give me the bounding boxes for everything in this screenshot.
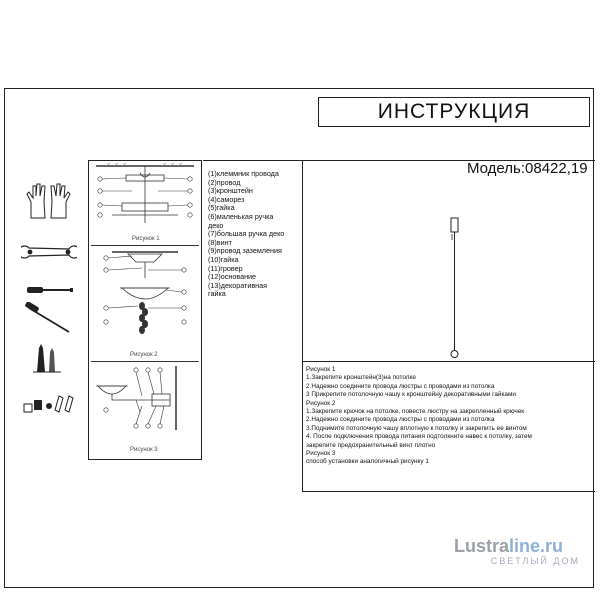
part-item: (4)саморез <box>208 194 245 204</box>
part-item: деко <box>208 220 224 230</box>
step-line: 2.Надежно соедините провода люстры с проводами из потолка <box>306 382 495 390</box>
logo-text-a: Lustra <box>454 536 510 556</box>
installation-steps <box>306 366 591 467</box>
figure-3-label: Рисунок 3 <box>130 447 158 453</box>
figure-1-label: Рисунок 1 <box>132 236 160 242</box>
page-title: ИНСТРУКЦИЯ <box>318 97 590 127</box>
step-line: 1.Закрепите крючок на потолке, повесте люстру на закрепленный крючек <box>306 408 525 416</box>
product-drawing <box>440 214 470 360</box>
model-number: Модель:08422,19 <box>467 160 588 177</box>
part-item: (1)клеммник провода <box>208 169 279 178</box>
figure-2-drawing <box>92 248 198 350</box>
gloves-icon <box>21 180 77 220</box>
part-item: (7)большая ручка деко <box>208 229 285 239</box>
step-line: закрепите предохранительный винт плотно <box>306 441 436 449</box>
part-item: (6)маленькая ручка <box>208 211 274 221</box>
figure-1-drawing <box>92 163 198 241</box>
part-item: (2)провод <box>208 177 241 187</box>
logo-tagline: СВЕТЛЫЙ ДОМ <box>490 556 580 566</box>
part-item: (12)основание <box>208 272 257 282</box>
figure-2-label: Рисунок 2 <box>130 352 158 358</box>
step-line: способ установки аналогичный рисунку 1 <box>306 458 429 466</box>
part-item: (9)провод заземления <box>208 246 282 256</box>
logo-text-b: line.ru <box>509 536 564 556</box>
figure-divider-1 <box>91 245 199 246</box>
figure-divider-2 <box>91 361 199 362</box>
tools-column <box>21 160 77 460</box>
step-line: Рисунок 2 <box>306 399 336 407</box>
step-line: 4. После подключения провода питания подтолкните навес к потолку, затем <box>306 433 532 441</box>
part-item: (10)гайка <box>208 254 239 264</box>
divider-steps <box>302 361 595 362</box>
part-item: (11)гровер <box>208 263 243 273</box>
step-line: 2.Надежно соедините провода люстры с проводами из потолка <box>306 416 495 424</box>
step-line: Рисунок 3 <box>306 450 336 458</box>
connectors-icon <box>21 386 77 426</box>
divider-top <box>203 160 595 161</box>
part-item: (5)гайка <box>208 203 235 213</box>
part-item: (3)кронштейн <box>208 186 253 196</box>
anchor-screw-icon <box>21 338 77 378</box>
screwdriver-cross-icon <box>21 302 77 342</box>
wrench-icon <box>21 232 77 272</box>
part-item: (13)декоративная <box>208 280 268 290</box>
part-item: гайка <box>208 289 226 299</box>
lustraline-logo <box>454 536 584 576</box>
figure-3-drawing <box>92 364 198 444</box>
step-line: Рисунок 1 <box>306 366 336 373</box>
part-item: (8)винт <box>208 237 232 247</box>
step-line: 3 Прикрепите потолочную чашу к кронштейну декоративными гайками <box>306 391 516 399</box>
step-line: 3.Поднимите потолочную чашу вплотную к потолку и закрепить ее винтом <box>306 424 527 432</box>
divider-bottom <box>302 491 595 492</box>
parts-list <box>208 170 303 299</box>
logo-text <box>454 536 584 556</box>
step-line: 1.Закрепите кронштейн(3)на потолке <box>306 374 416 382</box>
